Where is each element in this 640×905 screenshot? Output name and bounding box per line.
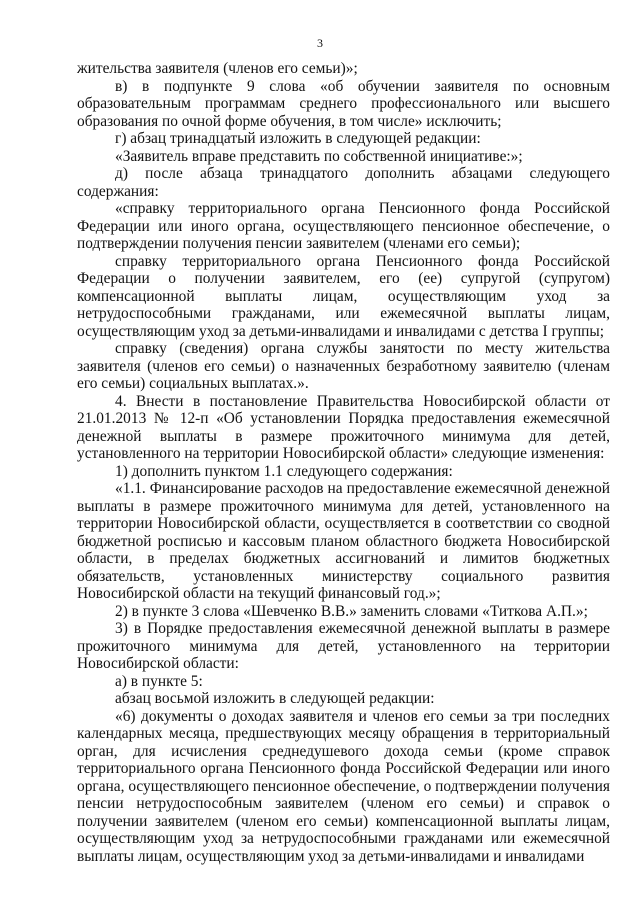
paragraph-2: г) абзац тринадцатый изложить в следующей редакции: (115, 130, 481, 147)
paragraph-9: 1) дополнить пунктом 1.1 следующего содержания: (115, 462, 453, 480)
paragraph-4: д) после абзаца тринадцатого дополнить абзацами следующего содержания: (77, 165, 610, 200)
paragraph-8: 4. Внести в постановление Правительства Новосибирской области от 21.01.2013 № 12-п «Об установлении Порядка предоставления ежемесячной денежной выплаты в размере прожиточного минимума для детей, установленного на территории Новосибирской области» следующие изменения: (77, 392, 610, 462)
paragraph-7: справку (сведения) органа службы занятости по месту жительства заявителя (членов его семьи) о назначенных безработному заявителю (членам его семьи) социальных выплатах.». (77, 340, 610, 392)
page-number: 3 (317, 36, 323, 50)
paragraph-12: 3) в Порядке предоставления ежемесячной денежной выплаты в размере прожиточного минимума для детей, установленного на территории Новосибирской области: (77, 620, 610, 672)
paragraph-13: а) в пункте 5: (115, 672, 203, 690)
paragraph-6: справку территориального органа Пенсионного фонда Российской Федерации о получении заявителем, его (ее) супругой (супругом) компенсационной выплаты лицам, осуществляющим уход за нетрудоспособными гражданами, или ежемесячной выплаты лицам, осуществляющим уход за детьми-инвалидами и инвалидами с детства I группы; (77, 252, 610, 340)
paragraph-3: «Заявитель вправе представить по собственной инициативе:»; (115, 147, 523, 165)
paragraph-14: абзац восьмой изложить в следующей редакции: (115, 690, 435, 707)
paragraph-5: «справку территориального органа Пенсионного фонда Российской Федерации или иного органа, осуществляющего пенсионное обеспечение, о подтверждении получения пенсии заявителем (членами его семьи); (77, 200, 610, 252)
paragraph-0: жительства заявителя (членов его семьи)»; (77, 60, 358, 77)
paragraph-11: 2) в пункте 3 слова «Шевченко В.В.» заменить словами «Титкова А.П.»; (115, 602, 588, 620)
paragraph-10: «1.1. Финансирование расходов на предоставление ежемесячной денежной выплаты в размере прожиточного минимума для детей, установленного на территории Новосибирской области, осуществляется в соответствии со сводной бюджетной росписью и кассовым планом областного бюджета Новосибирской области, в пределах бюджетных ассигнований и лимитов бюджетных обязательств, установленных министерству социального развития Новосибирской области на текущий финансовый год.»; (77, 480, 610, 602)
paragraph-15: «6) документы о доходах заявителя и членов его семьи за три последних календарных месяца, предшествующих месяцу обращения в территориальный орган, для исчисления среднедушевого дохода семьи (кроме справок территориального органа Пенсионного фонда Российской Федерации или иного органа, осуществляющего пенсионное обеспечение, о подтверждении получения пенсии нетрудоспособным заявителем (членом его семьи) и справок о получении заявителем (членом его семьи) компенсационной выплаты лицам, осуществляющим уход за нетрудоспособными гражданами или ежемесячной выплаты лицам, осуществляющим уход за детьми-инвалидами и инвалидами (77, 707, 610, 865)
document-body (77, 60, 610, 865)
paragraph-1: в) в подпункте 9 слова «об обучении заявителя по основным образовательным программам среднего профессионального или высшего образования по очной форме обучения, в том числе» исключить; (77, 77, 610, 130)
